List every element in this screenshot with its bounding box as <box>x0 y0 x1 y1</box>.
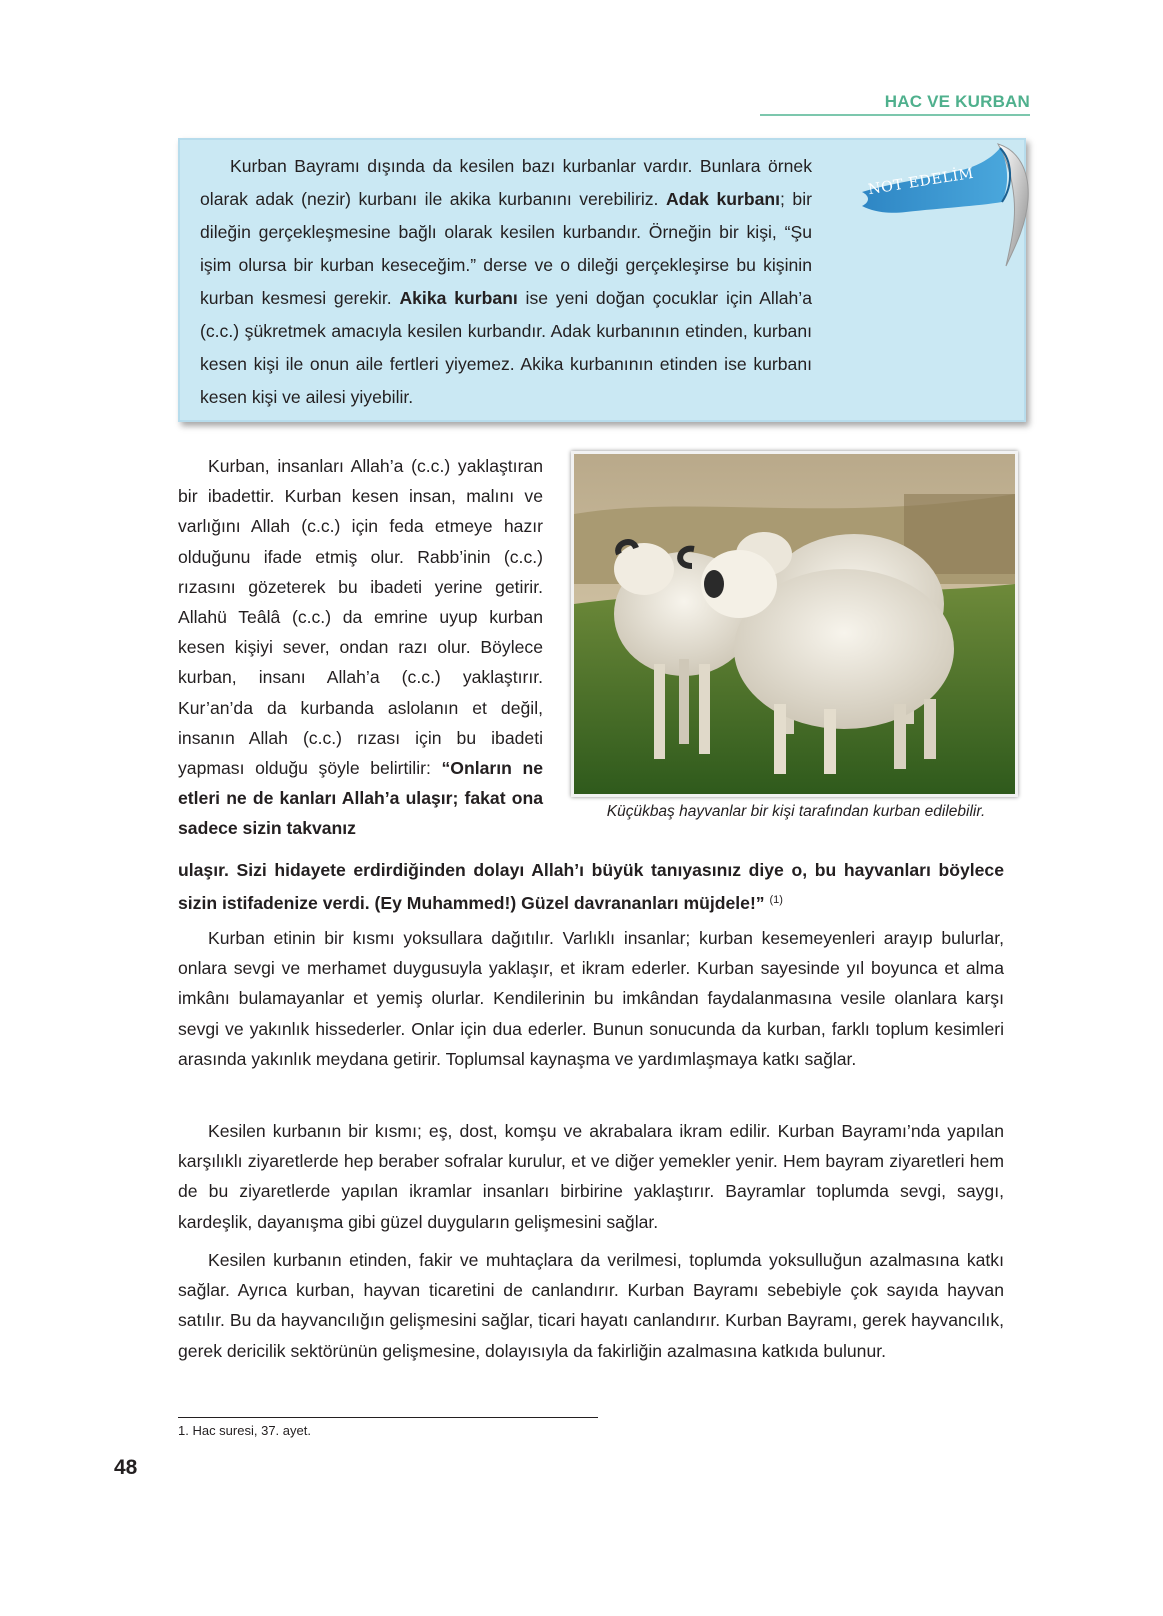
quote-part-2: ulaşır. Sizi hidayete erdirdiğinden dolayı Allah’ı büyük tanıyasınız diye o, bu hayvanları böylece sizin istifadenize verdi. (Ey Muhammed!) Güzel davrananları müjdele!” <box>178 860 1004 914</box>
sheep-photo <box>571 451 1018 797</box>
note-text <box>200 150 812 414</box>
note-text-part1: Kurban Bayramı dışında da kesilen bazı kurbanlar vardır. Bunlara örnek olarak adak (nezir) kurbanı ile akika kurbanını verebiliriz. <box>200 156 812 209</box>
header-divider <box>760 114 1030 116</box>
body-paragraph-3 <box>178 1116 1004 1237</box>
quote-continuation <box>178 855 1004 918</box>
note-ribbon <box>858 140 1036 270</box>
quote-part-1: “Onların ne etleri ne de kanları Allah’a ulaşır; fakat ona sadece sizin takvanız <box>178 758 543 839</box>
footnote-divider <box>178 1417 598 1418</box>
body-paragraph-4 <box>178 1245 1004 1366</box>
photo-caption: Küçükbaş hayvanlar bir kişi tarafından kurban edilebilir. <box>606 803 986 820</box>
quote-footnote-ref: (1) <box>769 894 783 907</box>
chapter-title: HAC VE KURBAN <box>884 92 1030 111</box>
footnote: 1. Hac suresi, 37. ayet. <box>178 1423 311 1438</box>
body-paragraph-3-text: Kesilen kurbanın bir kısmı; eş, dost, komşu ve akrabalara ikram edilir. Kurban Bayramı’nda yapılan karşılıklı ziyaretlerde hep beraber sofralar kurulur, et ve diğer yemekler yenir. Hem bayram ziyaretleri hem de bu ziyaretlerde yapılan ikramlar insanları birbirine yaklaştırır. Bayramlar toplumda sevgi, saygı, kardeşlik, dayanışma gibi güzel duyguların gelişmesini sağlar. <box>178 1121 1004 1232</box>
sheep-illustration <box>574 454 1015 794</box>
note-text-part2: ; bir dileğin gerçekleşmesine bağlı olarak kesilen kurbandır. Örneğin bir kişi, “Şu işim olursa bir kurban keseceğim.” derse ve o dileği gerçekleşirse bu kişinin kurban kesmesi gerekir. <box>200 189 812 308</box>
note-text-part3: ise yeni doğan çocuklar için Allah’a (c.c.) şükretmek amacıyla kesilen kurbandır. Adak kurbanının etinden, kurbanı kesen kişi ile onun aile fertleri yiyemez. Akika kurbanının etinden ise kurbanı kesen kişi ve ailesi yiyebilir. <box>200 288 813 407</box>
body-paragraph-2 <box>178 923 1004 1074</box>
note-term-akika: Akika kurbanı <box>399 288 518 308</box>
note-ribbon-label: NOT EDELİM <box>866 165 976 199</box>
body-paragraph-4-text: Kesilen kurbanın etinden, fakir ve muhtaçlara da verilmesi, toplumda yoksulluğun azalmasına katkı sağlar. Ayrıca kurban, hayvan ticaretini de canlandırır. Kurban Bayramı sebebiyle çok sayıda hayvan satılır. Bu da hayvancılığın gelişmesini sağlar, ticari hayatı canlandırır. Kurban Bayramı, gerek hayvancılık, gerek dericilik sektörünün gelişmesine, dolayısıyla da fakirliğin azalmasına katkıda bulunur. <box>178 1250 1004 1361</box>
body-paragraph-2-text: Kurban etinin bir kısmı yoksullara dağıtılır. Varlıklı insanlar; kurban kesemeyenleri arayıp bulurlar, onlara sevgi ve merhamet duygusuyla yaklaşır, et ikram ederler. Kurban sayesinde yıl boyunca et alma imkânı bulamayanlar et yemiş olurlar. Kendilerinin bu imkândan faydalanmasına vesile olanlara karşı sevgi ve yakınlık hissederler. Onlar için dua ederler. Bunun sonucunda da kurban, farklı toplum kesimleri arasında yakınlık meydana getirir. Toplumsal kaynaşma ve yardımlaşmaya katkı sağlar. <box>178 928 1004 1069</box>
page-number: 48 <box>114 1456 138 1479</box>
note-term-adak: Adak kurbanı <box>665 189 781 209</box>
body-paragraph-1-text: Kurban, insanları Allah’a (c.c.) yaklaştıran bir ibadettir. Kurban kesen insan, malını ve varlığını Allah (c.c.) için feda etmeye hazır olduğunu ifade etmiş olur. Rabb’inin (c.c.) rızasını gözeterek bu ibadeti yerine getirir. Allahü Teâlâ (c.c.) da emrine uyup kurban kesen kişiyi sever, ondan razı olur. Böylece kurban, insanı Allah’a (c.c.) yaklaştırır. Kur’an’da da kurbanda aslolanın et değil, insanın Allah (c.c.) rızası için bu ibadeti yapması olduğu şöyle belirtilir: <box>178 456 543 779</box>
body-paragraph-1 <box>178 451 543 844</box>
